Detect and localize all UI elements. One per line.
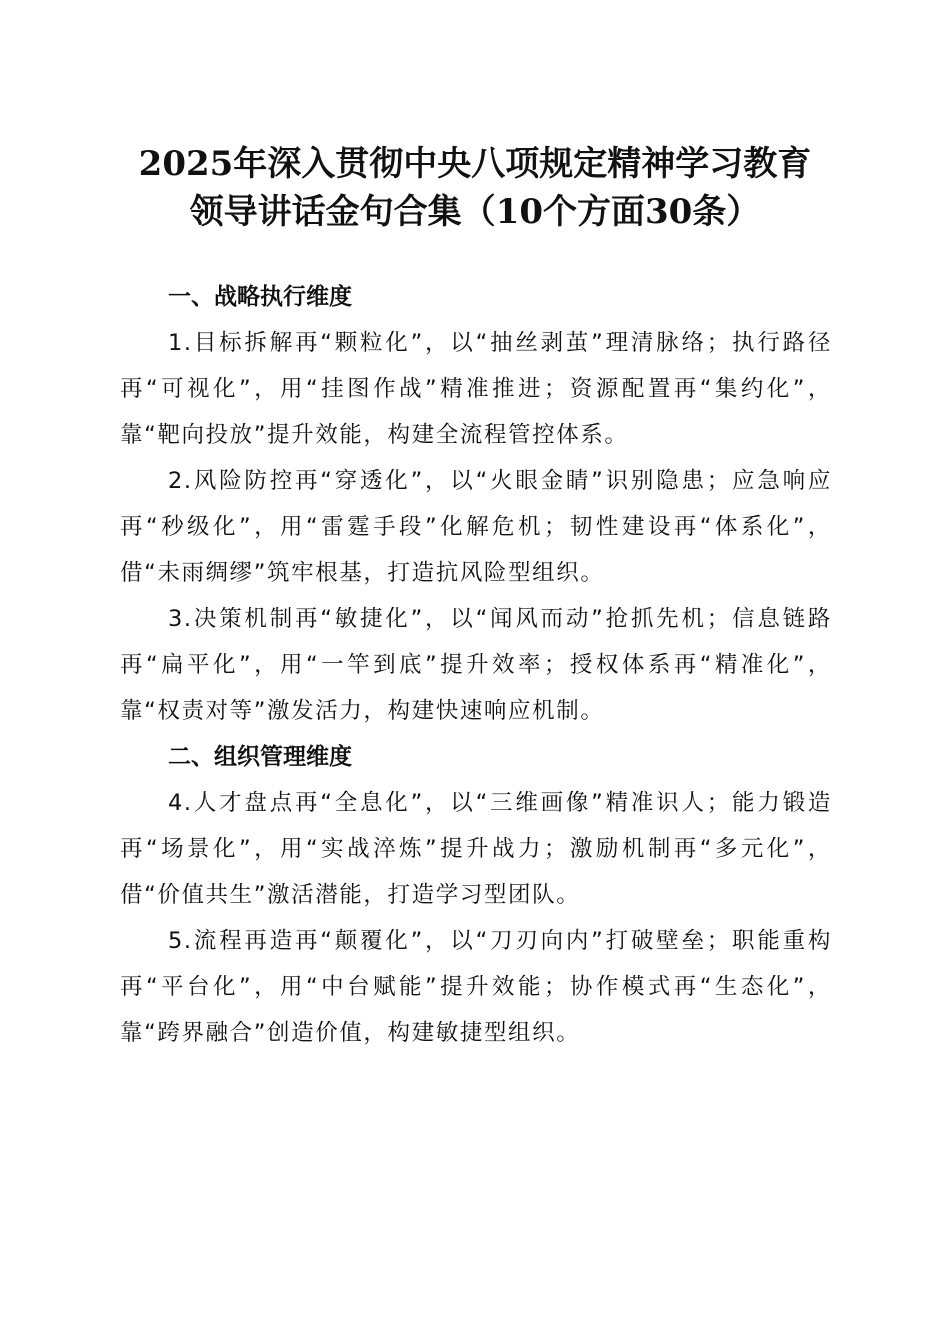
title-line-1: 2025年深入贯彻中央八项规定精神学习教育 [138,144,812,184]
paragraph-item-3: 3.决策机制再“敏捷化”，以“闻风而动”抢抓先机；信息链路再“扁平化”，用“一竿到底”提升效率；授权体系再“精准化”，靠“权责对等”激发活力，构建快速响应机制。 [120,606,832,724]
paragraph-item-4: 4.人才盘点再“全息化”，以“三维画像”精准识人；能力锻造再“场景化”，用“实战淬炼”提升战力；激励机制再“多元化”，借“价值共生”激活潜能，打造学习型团队。 [120,790,832,908]
document-title [60,140,890,236]
title-line-2: 领导讲话金句合集（10个方面30条） [189,192,761,232]
document-body [120,274,832,1056]
section-heading-strategy: 一、战略执行维度 [168,284,352,310]
section-heading-organization: 二、组织管理维度 [168,744,352,770]
paragraph-item-2: 2.风险防控再“穿透化”，以“火眼金睛”识别隐患；应急响应再“秒级化”，用“雷霆手段”化解危机；韧性建设再“体系化”，借“未雨绸缪”筑牢根基，打造抗风险型组织。 [120,468,832,586]
paragraph-item-1: 1.目标拆解再“颗粒化”，以“抽丝剥茧”理清脉络；执行路径再“可视化”，用“挂图作战”精准推进；资源配置再“集约化”，靠“靶向投放”提升效能，构建全流程管控体系。 [120,330,832,448]
paragraph-item-5: 5.流程再造再“颠覆化”，以“刀刃向内”打破壁垒；职能重构再“平台化”，用“中台赋能”提升效能；协作模式再“生态化”，靠“跨界融合”创造价值，构建敏捷型组织。 [120,928,832,1046]
